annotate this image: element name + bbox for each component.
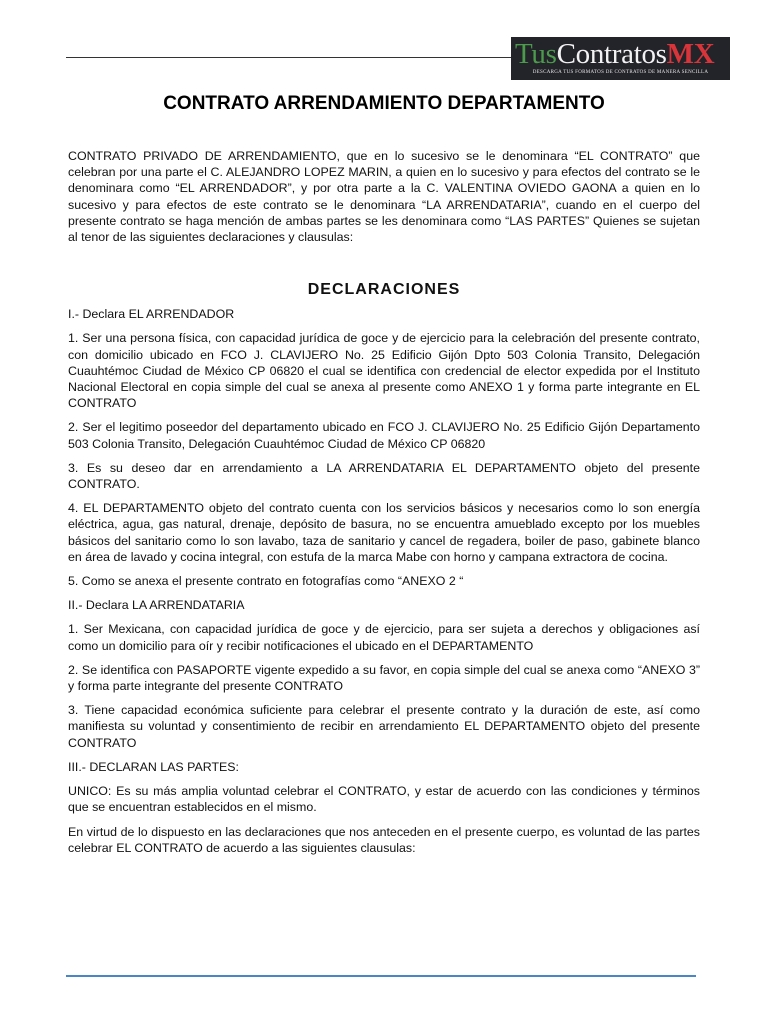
logo-tagline: DESCARGA TUS FORMATOS DE CONTRATOS DE MANERA SENCILLA: [532, 70, 709, 75]
declaration-item: 2. Se identifica con PASAPORTE vigente expedido a su favor, en copia simple del cual se anexa como “ANEXO 3” y forma parte integrante del presente CONTRATO: [68, 662, 700, 694]
document-title: CONTRATO ARRENDAMIENTO DEPARTAMENTO: [163, 93, 605, 114]
declaration-section-arrendador: I.- Declara EL ARRENDADOR: [68, 307, 235, 322]
logo-part-tus: Tus: [515, 38, 557, 70]
logo-wordmark: [515, 37, 714, 71]
logo-part-contratos: Contratos: [556, 38, 667, 70]
declaration-section-arrendataria: II.- Declara LA ARRENDATARIA: [68, 598, 245, 613]
header-rule: [66, 57, 514, 58]
brand-logo: [511, 37, 730, 80]
declaration-item: 1. Ser Mexicana, con capacidad jurídica de goce y de ejercicio, para ser sujeta a derechos y obligaciones así como un domicilio para oír y recibir notificaciones el ubicado en el DEPARTAMENTO: [68, 622, 700, 653]
declaration-item: 3. Tiene capacidad económica suficiente para celebrar el presente contrato y la duración de este, así como manifiesta su voluntad y consentimiento de recibir en arrendamiento EL DEPARTAMENTO objeto del presente CONTRATO: [68, 703, 700, 750]
footer-rule: [66, 975, 696, 977]
declaration-item: 3. Es su deseo dar en arrendamiento a LA ARRENDATARIA EL DEPARTAMENTO objeto del presente CONTRATO.: [68, 460, 700, 492]
declaration-item: 4. EL DEPARTAMENTO objeto del contrato cuenta con los servicios básicos y necesarios como lo son energía eléctrica, agua, gas natural, drenaje, depósito de basura, no se encuentra amueblado excepto por los muebles básicos del sanitario como lo son lavabo, taza de sanitario y cancel de regadera, boiler de paso, gabinete blanco en área de lavado y cocina integral, con estufa de la marca Mabe con horno y campana extractora de cocina.: [68, 501, 700, 564]
declaration-item: UNICO: Es su más amplia voluntad celebrar el CONTRATO, y estar de acuerdo con las condiciones y términos que se encuentran establecidos en el mismo.: [68, 784, 700, 815]
declaration-item: 5. Como se anexa el presente contrato en fotografías como “ANEXO 2 “: [68, 574, 464, 589]
declaration-item: 2. Ser el legitimo poseedor del departamento ubicado en FCO J. CLAVIJERO No. 25 Edificio Gijón Departamento 503 Colonia Transito, Delegación Cuauhtémoc Ciudad de México CP 06820: [68, 420, 700, 451]
intro-paragraph: CONTRATO PRIVADO DE ARRENDAMIENTO, que en lo sucesivo se le denominara “EL CONTRATO” que celebran por una parte el C. ALEJANDRO LOPEZ MARIN, a quien en lo sucesivo y para efectos del contrato se le denominara como “EL ARRENDADOR”, y por otra parte a la C. VALENTINA OVIEDO GAONA a quien en lo sucesivo y para efectos de este contrato se le denominara “LA ARRENDATARIA”, cuando en el cuerpo del presente contrato se haga mención de ambas partes se les denominara como “LAS PARTES” Quienes se sujetan al tenor de las siguientes declaraciones y clausulas:: [68, 149, 700, 245]
document-body: [68, 148, 700, 864]
closing-paragraph: En virtud de lo dispuesto en las declaraciones que nos anteceden en el presente cuerpo, es voluntad de las partes celebrar EL CONTRATO de acuerdo a las siguientes clausulas:: [68, 824, 700, 855]
declaration-section-partes: III.- DECLARAN LAS PARTES:: [68, 759, 239, 774]
declaration-item: 1. Ser una persona física, con capacidad jurídica de goce y de ejercicio para la celebración del presente contrato, con domicilio ubicado en FCO J. CLAVIJERO No. 25 Edificio Gijón Dpto 503 Colonia Transito, Delegación Cuauhtémoc Ciudad de México CP 06820 el cual se identifica con credencial de elector expedida por el Instituto Nacional Electoral en copia simple del cual se anexa al presente como ANEXO 1 y forma parte integrante en EL CONTRATO: [68, 331, 700, 411]
declarations-heading: DECLARACIONES: [307, 281, 461, 299]
logo-part-mx: MX: [666, 38, 715, 70]
